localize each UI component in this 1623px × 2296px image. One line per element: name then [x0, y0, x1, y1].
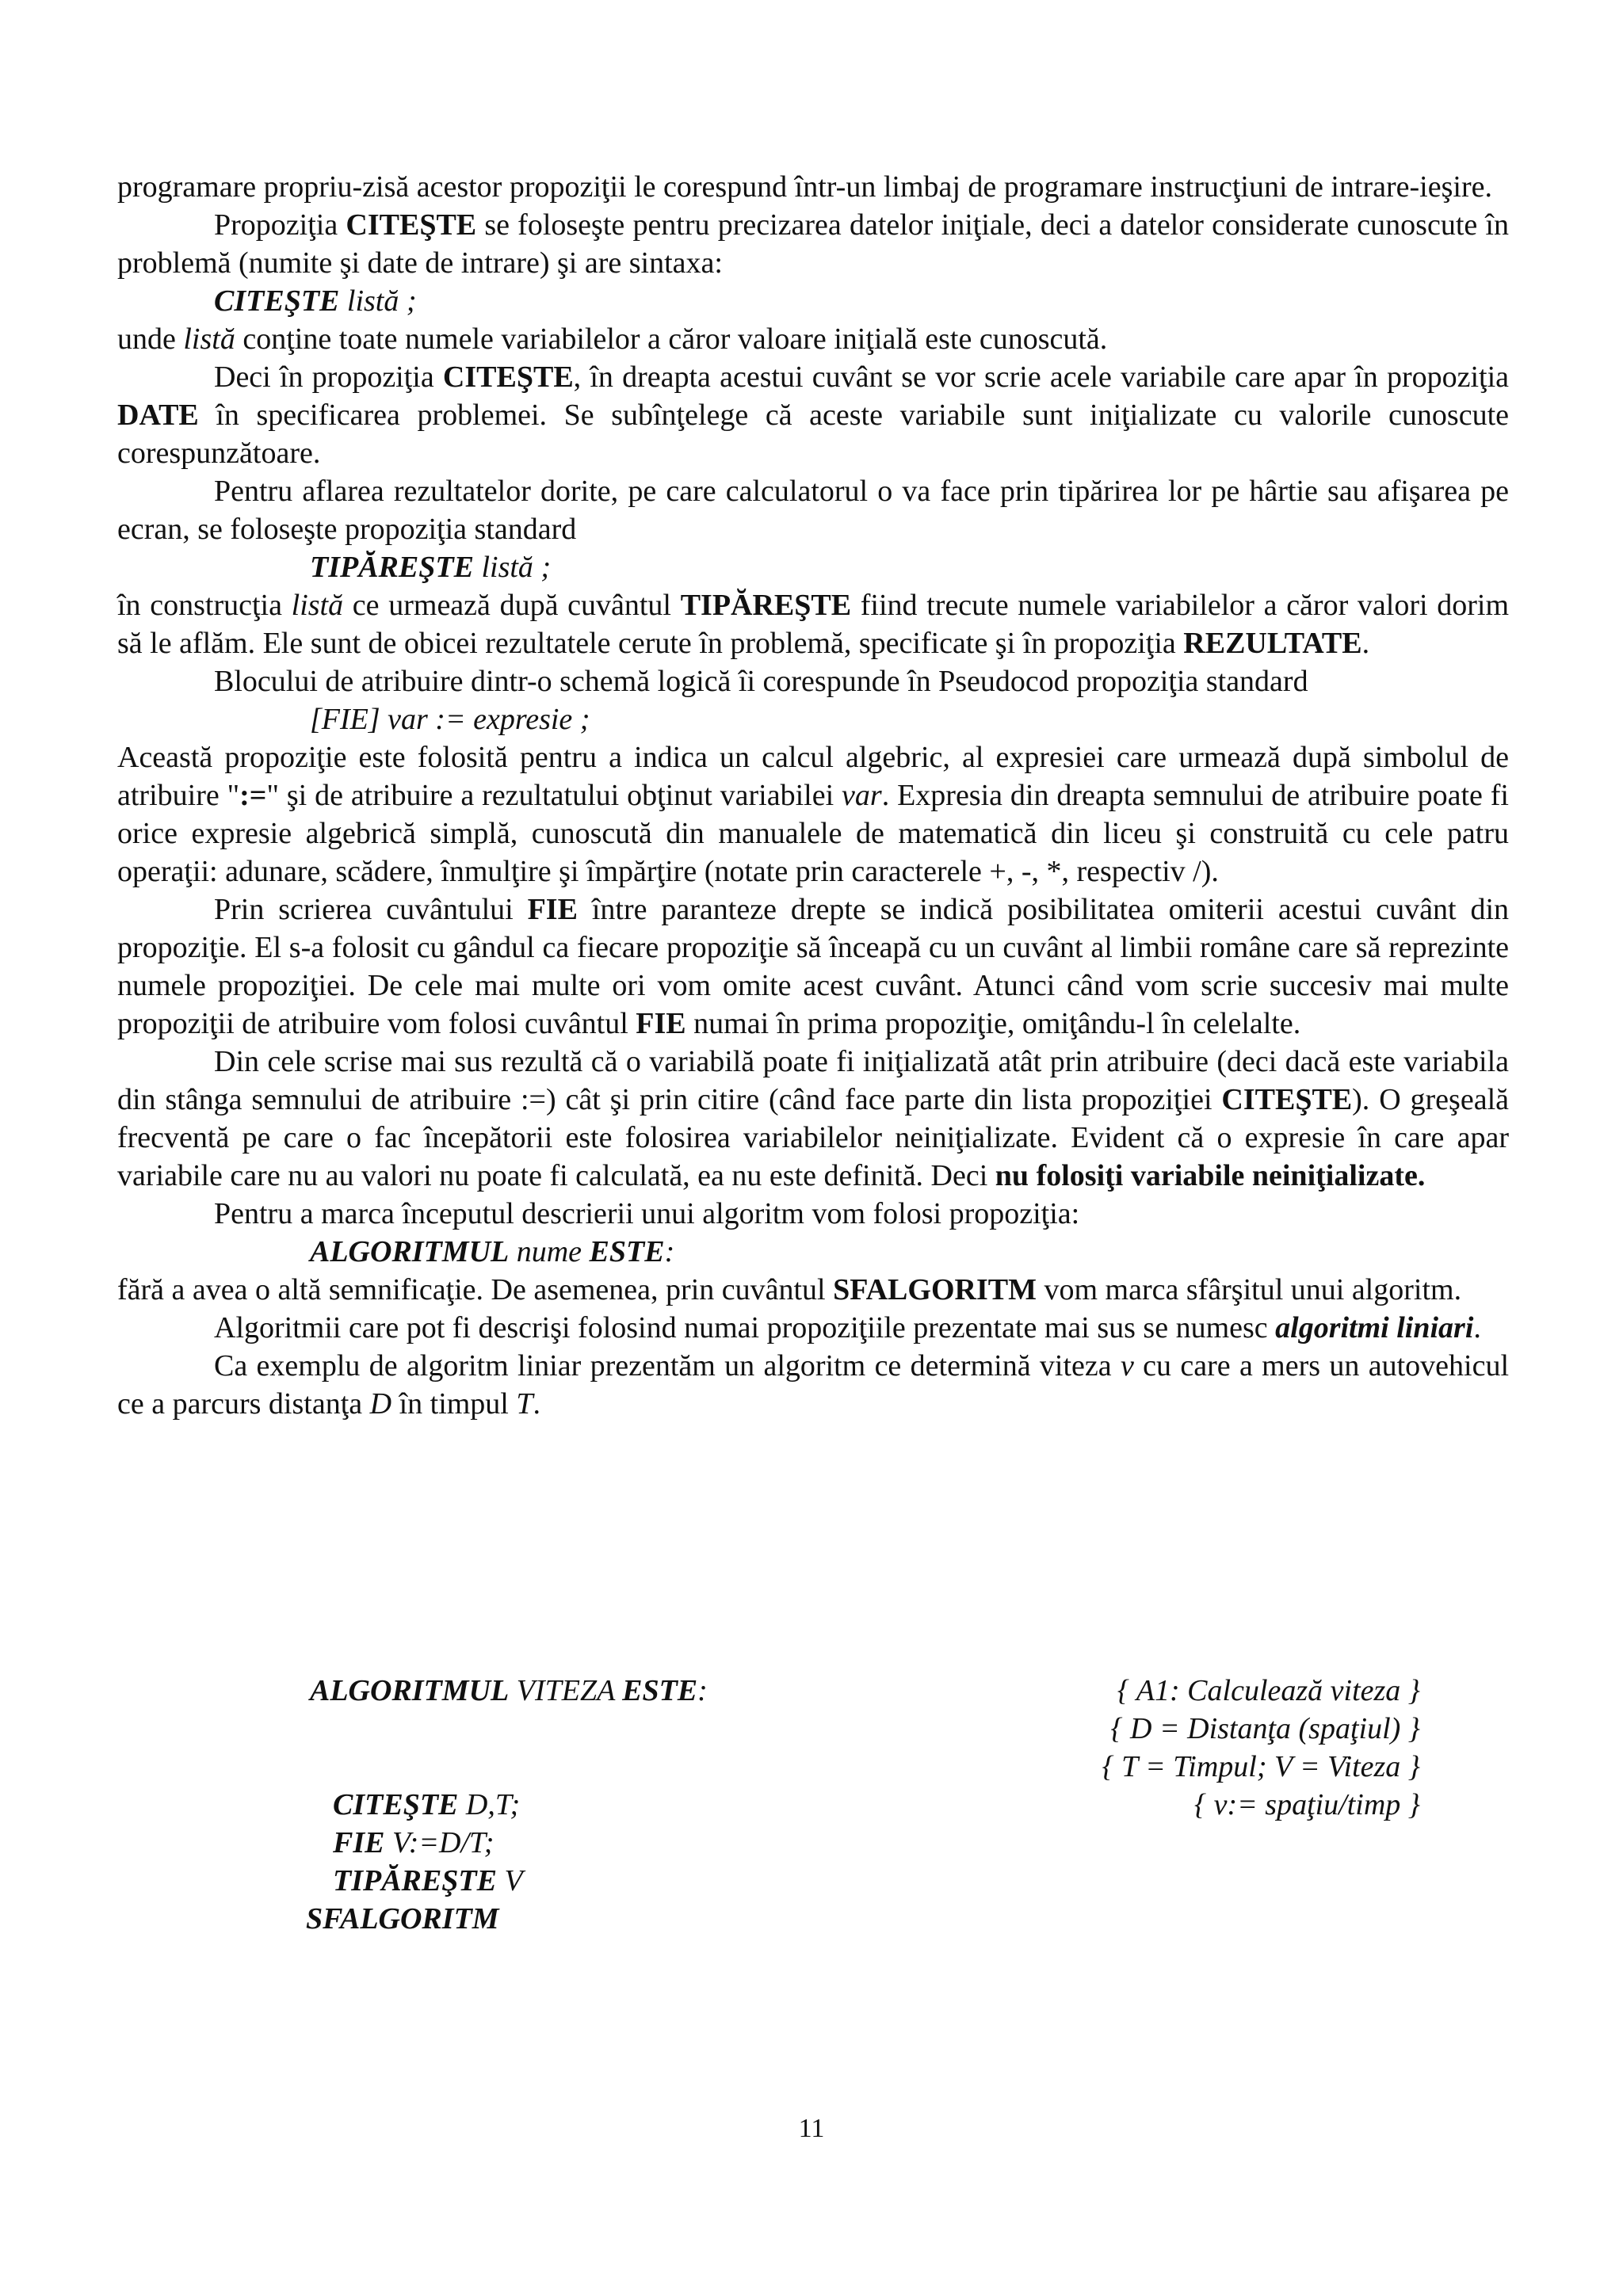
paragraph-algoritm-intro: Pentru a marca începutul descrierii unui algoritm vom folosi propoziţia: — [214, 1197, 1080, 1230]
syntax-tipareste: TIPĂREŞTE listă ; — [310, 551, 552, 584]
syntax-citeste: CITEŞTE listă ; — [214, 284, 417, 318]
paragraph-sfalgoritm: fără a avea o altă semnificaţie. De asemenea, prin cuvântul SFALGORITM vom marca sfârşitul unui algoritm. — [117, 1273, 1462, 1306]
body-text — [117, 168, 1509, 1423]
syntax-algoritmul: ALGORITMUL nume ESTE: — [310, 1235, 675, 1268]
example-line-sfalgoritm: SFALGORITM — [306, 1902, 499, 1936]
algorithm-example — [117, 1672, 1509, 1965]
paragraph-tipareste-lista: în construcţia listă ce urmează după cuvântul TIPĂREŞTE fiind trecute numele variabilelor a căror valori dorim să le aflăm. Ele sunt de obicei rezultatele cerute în problemă, specificate şi în propoziţia REZULTATE. — [117, 589, 1510, 660]
keyword-citeste: CITEŞTE — [346, 208, 477, 242]
paragraph-algoritmi-liniari: Algoritmii care pot fi descrişi folosind numai propoziţiile prezentate mai sus se numesc algoritmi liniari. — [214, 1311, 1481, 1344]
example-line-fie: FIE V:=D/T; — [333, 1826, 495, 1859]
comment-formula: { v:= spaţiu/timp } — [1193, 1788, 1420, 1821]
comment-timpul-viteza: { T = Timpul; V = Viteza } — [1102, 1750, 1420, 1783]
paragraph-citeste-date: Deci în propoziţia CITEŞTE, în dreapta acestui cuvânt se vor scrie acele variabile care apar în propoziţia DATE în specificarea problemei. Se subînţelege că aceste variabile sunt iniţializate cu valorile cunoscute corespunzătoare. — [117, 360, 1510, 470]
paragraph-exemplu: Ca exemplu de algoritm liniar prezentăm un algoritm ce determină viteza v cu care a mers un autovehicul ce a parcurs distanţa D în timpul T. — [117, 1349, 1510, 1421]
example-line-tipareste: TIPĂREŞTE V — [333, 1864, 523, 1897]
paragraph-citeste-intro: Propoziţia CITEŞTE se foloseşte pentru precizarea datelor iniţiale, deci a datelor considerate cunoscute în problemă (numite şi date de intrare) şi are sintaxa: — [117, 208, 1509, 280]
comment-a1: { A1: Calculează viteza } — [1117, 1674, 1420, 1707]
example-line-citeste: CITEŞTE D,T; — [333, 1788, 521, 1821]
example-header: ALGORITMUL VITEZA ESTE: — [310, 1674, 708, 1707]
paragraph-fie: Prin scrierea cuvântului FIE între paranteze drepte se indică posibilitatea omiterii acestui cuvânt din propoziţie. El s-a folosit cu gândul ca fiecare propoziţie să înceapă cu un cuvânt al limbii române care să reprezinte numele propoziţiei. De cele mai multe ori vom omite acest cuvânt. Atunci când vom scrie succesiv mai multe propoziţii de atribuire vom folosi cuvântul FIE numai în prima propoziţie, omiţându-l în celelalte. — [117, 893, 1510, 1040]
paragraph-atribuire-explicatie: Această propoziţie este folosită pentru a indica un calcul algebric, al expresiei care urmează după simbolul de atribuire ":=" şi de atribuire a rezultatului obţinut variabilei var. Expresia din dreapta semnului de atribuire poate fi orice expresie algebrică simplă, cunoscută din manualele de matematică din liceu şi construită cu cele patru operaţii: adunare, scădere, înmulţire şi împărţire (notate prin caracterele +, -, *, respectiv /). — [117, 741, 1509, 888]
paragraph-intro: programare propriu-zisă acestor propoziţii le corespund într-un limbaj de programare instrucţiuni de intrare-ieşire. — [117, 170, 1492, 204]
paragraph-atribuire-intro: Blocului de atribuire dintr-o schemă logică îi corespunde în Pseudocod propoziţia standard — [214, 665, 1308, 698]
page-number: 11 — [798, 2114, 825, 2143]
comment-distanta: { D = Distanţa (spaţiul) } — [1110, 1712, 1420, 1745]
syntax-atribuire: [FIE] var := expresie ; — [310, 703, 590, 736]
paragraph-citeste-lista: unde listă conţine toate numele variabilelor a căror valoare iniţială este cunoscută. — [117, 322, 1108, 356]
paragraph-tipareste-intro: Pentru aflarea rezultatelor dorite, pe care calculatorul o va face prin tipărirea lor pe hârtie sau afişarea pe ecran, se foloseşte propoziţia standard — [117, 475, 1509, 546]
paragraph-initializare: Din cele scrise mai sus rezultă că o variabilă poate fi iniţializată atât prin atribuire (deci dacă este variabila din stânga semnului de atribuire :=) cât şi prin citire (când face parte din lista propoziţiei CITEŞTE). O greşeală frecventă pe care o fac începătorii este folosirea variabilelor neiniţializate. Evident că o expresie în care apar variabile care nu au valori nu poate fi calculată, ea nu este definită. Deci nu folosiţi variabile neiniţializate. — [117, 1045, 1509, 1192]
